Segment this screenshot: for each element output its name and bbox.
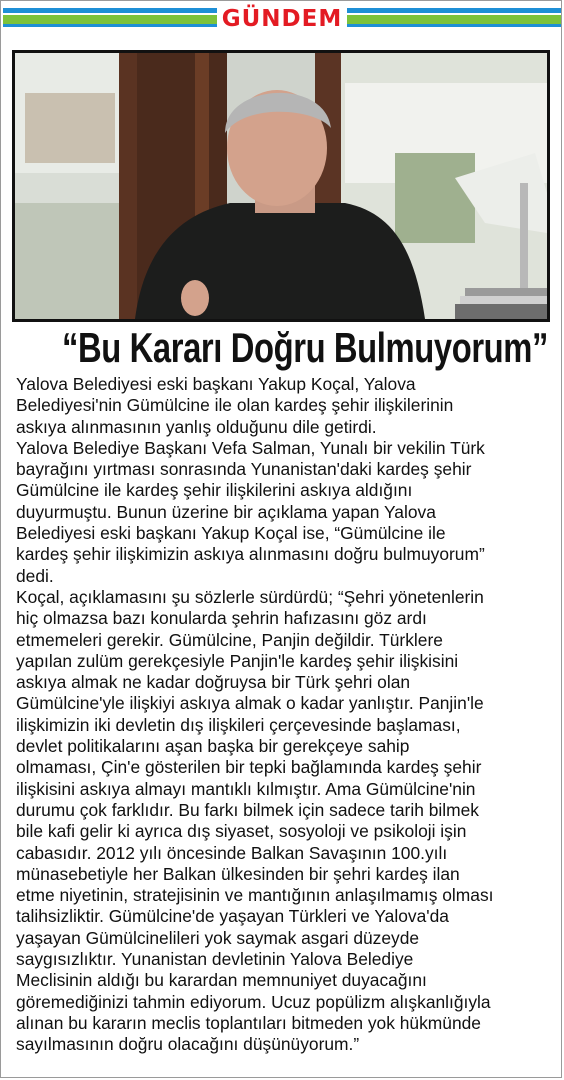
text-line: alınan bu kararın meclis toplantıları bitmeden yok hükmünde (16, 1012, 481, 1033)
text-line: Belediyesi eski başkanı Yakup Koçal ise, “Gümülcine ile (16, 523, 446, 544)
text-line: bayrağını yırtması sonrasında Yunanistan'daki kardeş şehir (16, 459, 472, 480)
text-line: etme niyetinin, stratejisinin ve mantığının anlaşılmamış olması (16, 885, 494, 906)
text-line: Yalova Belediye Başkanı Vefa Salman, Yunalı bir vekilin Türk (16, 437, 485, 458)
text-line: Gümülcine ile kardeş şehir ilişkilerini askıya aldığını (16, 480, 413, 501)
text-line: cabasıdır. 2012 yılı öncesinde Balkan Savaşının 100.yılı (16, 842, 448, 863)
article-headline: “Bu Kararı Doğru Bulmuyorum” (62, 324, 549, 371)
article-paragraph (16, 374, 548, 438)
article-paragraph (16, 438, 548, 587)
text-line: bile kafi gelir ki ayrıca dış siyaset, sosyoloji ve psikoloji işin (16, 821, 467, 842)
text-line: askıya almak ne kadar doğruysa bir Türk şehri olan (16, 672, 411, 693)
text-line: kardeş şehir ilişkimizin askıya alınmasını doğru bulmuyorum” (16, 544, 485, 565)
text-line: yapılan zulüm gerekçesiyle Panjin'le kardeş şehir ilişkisini (16, 650, 459, 671)
text-line: askıya alınmasının yanlış olduğunu dile getirdi. (16, 416, 377, 437)
text-line: devlet politikalarını aşan başka bir gerekçeye sahip (16, 736, 410, 757)
text-line: durumu çok farklıdır. Bu farkı bilmek için sadece tarih bilmek (16, 799, 479, 820)
text-line: ilişkisini askıya almayı mantıklı kılmıştır. Ama Gümülcine'nin (16, 778, 476, 799)
section-label: GÜNDEM (217, 5, 348, 33)
portrait-photo (15, 53, 547, 319)
text-line: Gümülcine'yle ilişkiyi askıya almak o kadar yanlıştır. Panjin'le (16, 693, 484, 714)
text-line: sayılmasının doğru olacağını düşünüyorum.” (16, 1034, 360, 1055)
text-line: münasebetiyle her Balkan ülkesinden bir şehri kardeş ilan (16, 863, 460, 884)
text-line: etmemeleri gerekir. Gümülcine, Panjin değildir. Türklere (16, 629, 443, 650)
section-label-wrap (3, 5, 561, 33)
text-line: Koçal, açıklamasını şu sözlerle sürdürdü; “Şehri yönetenlerin (16, 586, 484, 607)
text-line: hiç olmazsa bazı konularda şehrin hafızasını göz ardı (16, 608, 427, 629)
article-body (16, 374, 548, 1056)
section-header-band (3, 8, 561, 32)
text-line: dedi. (16, 565, 54, 586)
text-line: göremediğinizi tahmin ediyorum. Ucuz popülizm alışkanlığıyla (16, 991, 491, 1012)
text-line: olmaması, Çin'e gösterilen bir tepki bağlamında kardeş şehir (16, 757, 482, 778)
text-line: duyurmuştu. Bunun üzerine bir açıklama yapan Yalova (16, 501, 436, 522)
text-line: ilişkimizin iki devletin dış ilişkileri çerçevesinde başlaması, (16, 714, 461, 735)
text-line: saygısızlıktır. Yunanistan devletinin Yalova Belediye (16, 949, 414, 970)
text-line: yaşayan Gümülcinelileri yok saymak asgari düzeyde (16, 927, 420, 948)
article-paragraph (16, 587, 548, 1056)
text-line: Yalova Belediyesi eski başkanı Yakup Koçal, Yalova (16, 374, 416, 394)
text-line: Belediyesi'nin Gümülcine ile olan kardeş şehir ilişkilerinin (16, 395, 454, 416)
text-line: Meclisinin aldığı bu karardan memnuniyet duyacağını (16, 970, 427, 991)
text-line: talihsizliktir. Gümülcine'de yaşayan Türkleri ve Yalova'da (16, 906, 449, 927)
article-photo (12, 50, 550, 322)
